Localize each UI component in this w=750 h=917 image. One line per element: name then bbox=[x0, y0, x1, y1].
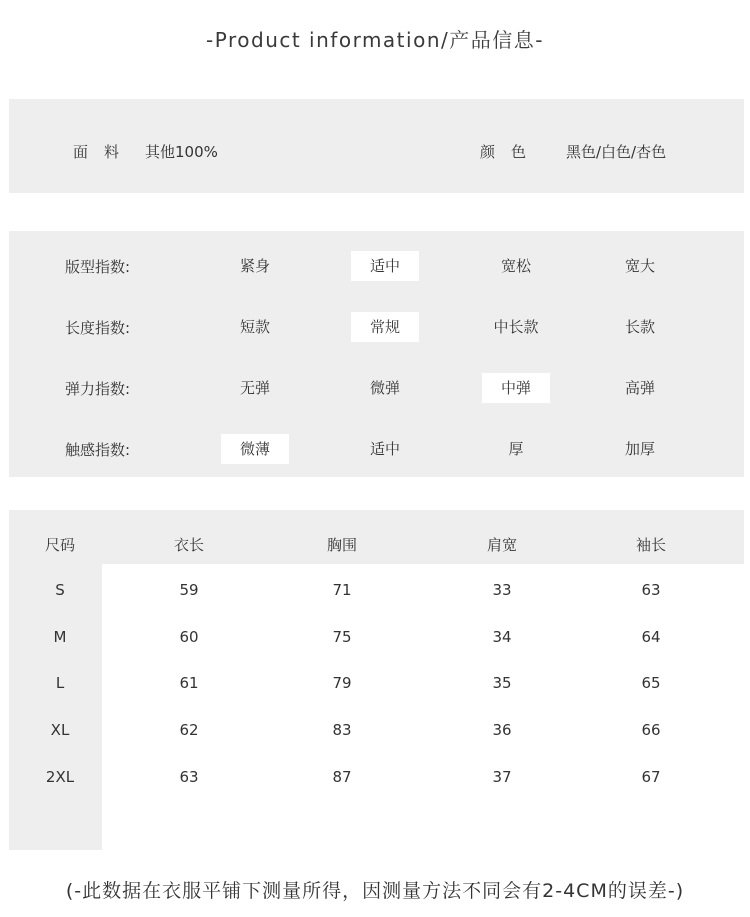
index-option-selected: 微薄 bbox=[221, 434, 289, 464]
index-option-selected: 适中 bbox=[351, 251, 419, 281]
fit-index-panel bbox=[9, 231, 744, 477]
size-table-size-column bbox=[9, 564, 102, 850]
size-value-cell: 83 bbox=[332, 721, 352, 739]
size-value-cell: 67 bbox=[641, 768, 661, 786]
size-label-cell: M bbox=[53, 628, 67, 646]
index-row bbox=[9, 312, 744, 342]
index-option: 厚 bbox=[508, 440, 524, 458]
size-value-cell: 33 bbox=[492, 581, 512, 599]
index-option: 中长款 bbox=[493, 318, 539, 336]
size-value-cell: 61 bbox=[179, 674, 199, 692]
product-info-panel bbox=[9, 99, 744, 193]
index-option: 加厚 bbox=[624, 440, 655, 458]
size-table bbox=[9, 510, 744, 850]
size-value-cell: 63 bbox=[179, 768, 199, 786]
size-value-cell: 34 bbox=[492, 628, 512, 646]
index-label: 触感指数: bbox=[65, 441, 131, 459]
size-value-cell: 75 bbox=[332, 628, 352, 646]
size-label-cell: XL bbox=[50, 721, 70, 739]
size-header-cell: 尺码 bbox=[44, 536, 75, 554]
size-value-cell: 60 bbox=[179, 628, 199, 646]
size-value-cell: 36 bbox=[492, 721, 512, 739]
size-value-cell: 59 bbox=[179, 581, 199, 599]
size-label-cell: 2XL bbox=[45, 768, 75, 786]
size-value-cell: 71 bbox=[332, 581, 352, 599]
index-label: 版型指数: bbox=[65, 258, 131, 276]
size-label-cell: L bbox=[55, 674, 65, 692]
size-value-cell: 87 bbox=[332, 768, 352, 786]
size-header-cell: 袖长 bbox=[635, 536, 666, 554]
index-option-selected: 常规 bbox=[351, 312, 419, 342]
size-value-cell: 35 bbox=[492, 674, 512, 692]
index-option: 紧身 bbox=[239, 257, 270, 275]
color-label: 颜色 bbox=[480, 143, 543, 161]
size-value-cell: 64 bbox=[641, 628, 661, 646]
index-option: 无弹 bbox=[239, 379, 270, 397]
index-option: 长款 bbox=[624, 318, 655, 336]
index-option: 短款 bbox=[239, 318, 270, 336]
index-row bbox=[9, 434, 744, 464]
size-value-cell: 66 bbox=[641, 721, 661, 739]
fabric-value: 其他100% bbox=[145, 143, 218, 161]
size-header-cell: 肩宽 bbox=[486, 536, 517, 554]
size-value-cell: 63 bbox=[641, 581, 661, 599]
index-option-selected: 中弹 bbox=[482, 373, 550, 403]
index-option: 高弹 bbox=[624, 379, 655, 397]
size-value-cell: 65 bbox=[641, 674, 661, 692]
size-value-cell: 62 bbox=[179, 721, 199, 739]
color-value: 黑色/白色/杏色 bbox=[566, 143, 667, 161]
measurement-note: (-此数据在衣服平铺下测量所得，因测量方法不同会有2-4CM的误差-) bbox=[65, 880, 685, 902]
index-row bbox=[9, 251, 744, 281]
index-label: 弹力指数: bbox=[65, 380, 131, 398]
size-value-cell: 37 bbox=[492, 768, 512, 786]
page-title: -Product information/产品信息- bbox=[206, 28, 544, 52]
index-option: 宽大 bbox=[624, 257, 655, 275]
size-header-cell: 衣长 bbox=[173, 536, 204, 554]
fabric-label: 面料 bbox=[73, 143, 136, 161]
index-option: 微弹 bbox=[369, 379, 400, 397]
size-value-cell: 79 bbox=[332, 674, 352, 692]
index-label: 长度指数: bbox=[65, 319, 131, 337]
size-header-cell: 胸围 bbox=[326, 536, 357, 554]
index-row bbox=[9, 373, 744, 403]
size-label-cell: S bbox=[55, 581, 65, 599]
index-option: 适中 bbox=[369, 440, 400, 458]
index-option: 宽松 bbox=[500, 257, 531, 275]
